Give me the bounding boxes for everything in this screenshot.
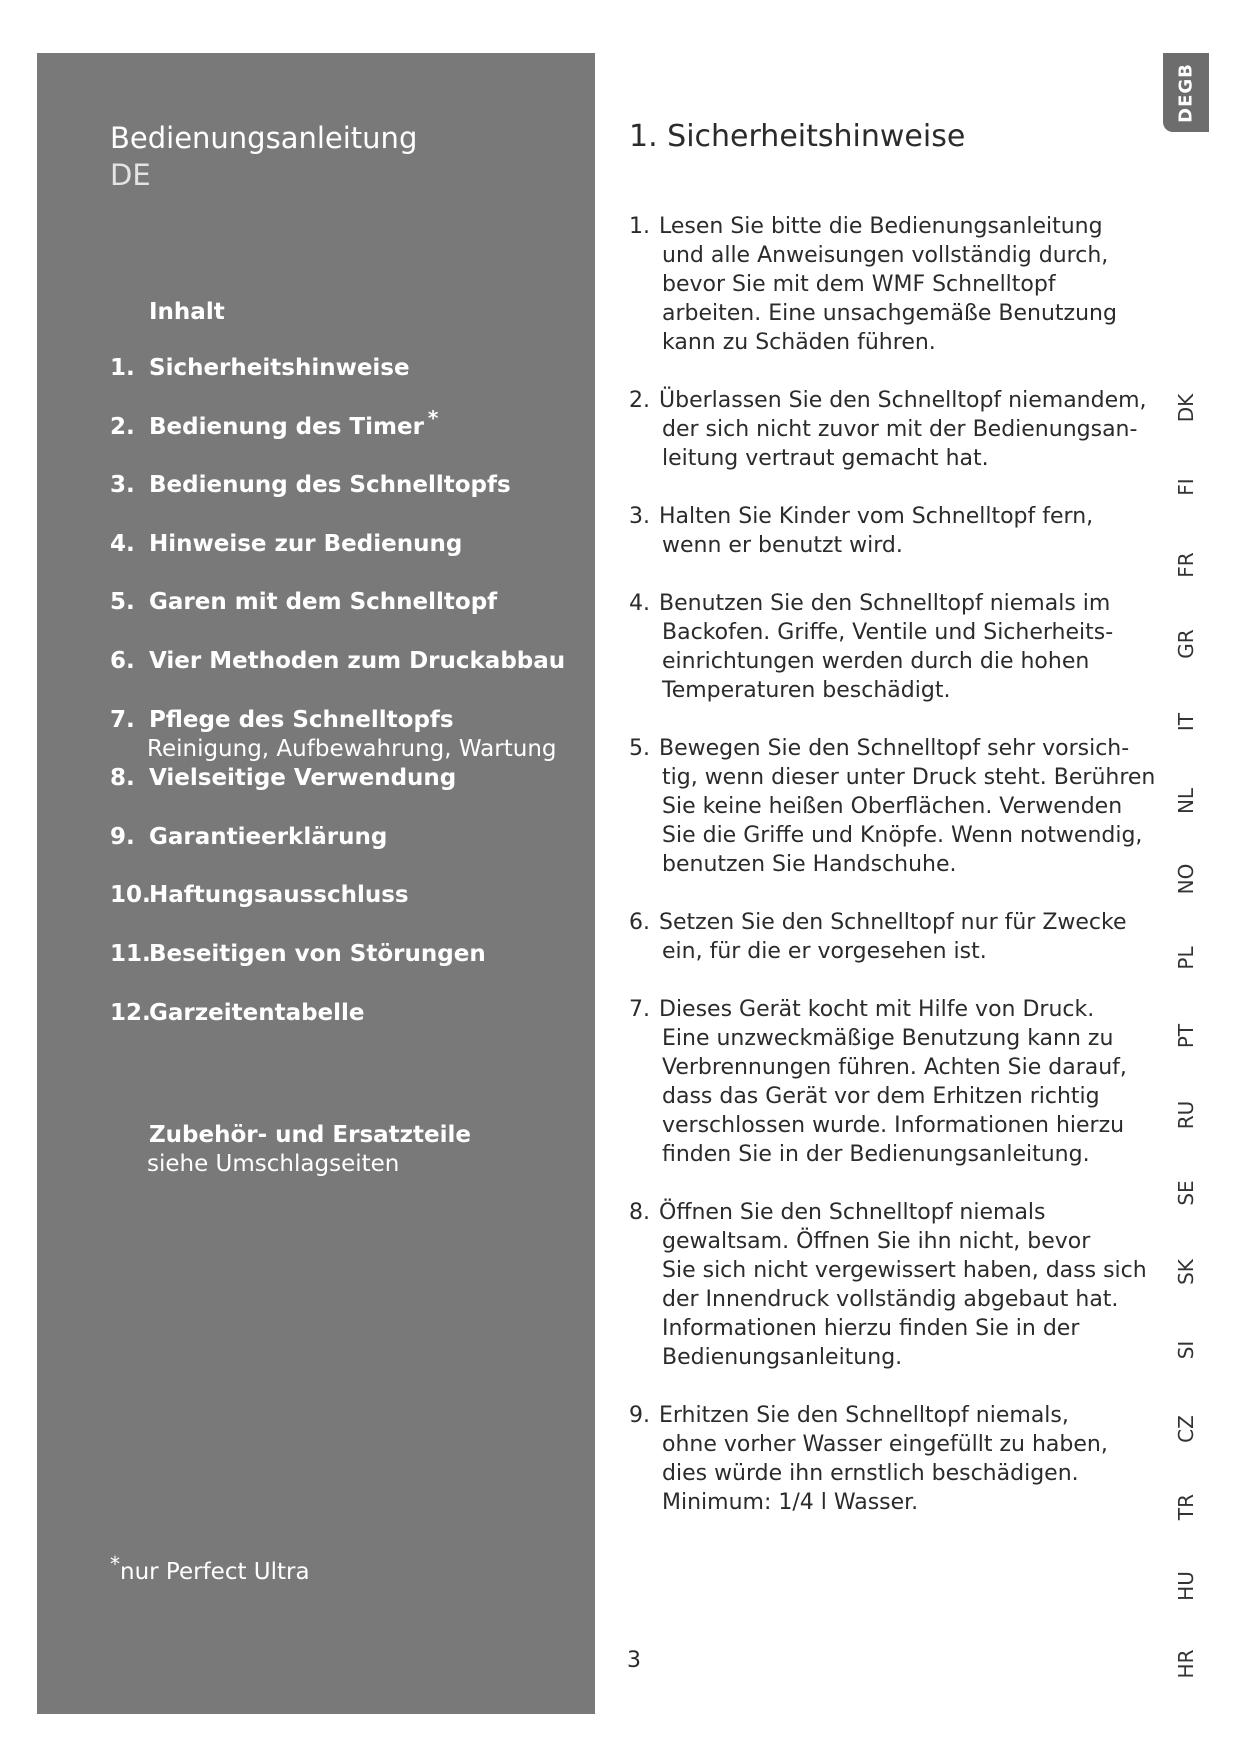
toc-number: 11. [110, 940, 151, 967]
toc-item-cooking[interactable] [110, 589, 580, 648]
toc-number: 12. [110, 999, 151, 1026]
safety-rule [629, 995, 1127, 1169]
language-code-hr[interactable] [1163, 1636, 1209, 1715]
language-tab-active[interactable] [1163, 53, 1209, 132]
toc-label-wrap [149, 405, 439, 440]
toc-label: Vielseitige Verwendung [149, 765, 457, 792]
rule-text-line: Setzen Sie den Schnelltopf nur für Zwecke [659, 910, 1127, 935]
language-code-label: PT [1174, 1023, 1198, 1049]
language-code-label: DK [1174, 393, 1198, 423]
safety-rule [629, 589, 1119, 705]
safety-rule [629, 212, 1119, 357]
toc-item-care[interactable] [110, 707, 580, 766]
toc-label: Pflege des Schnelltopfs [149, 706, 454, 733]
toc-number: 10. [110, 882, 151, 909]
toc-item-pressure-release[interactable] [110, 648, 580, 707]
language-code-it[interactable] [1163, 694, 1209, 773]
table-of-contents [110, 355, 580, 1058]
language-code-sk[interactable] [1163, 1244, 1209, 1323]
toc-number: 2. [110, 413, 135, 440]
rule-text-line: Halten Sie Kinder vom Schnelltopf fern, [659, 504, 1094, 529]
rule-number: 5. [629, 736, 650, 761]
rule-text-line: Minimum: 1/4 l Wasser. [662, 1490, 919, 1515]
language-code-label: SK [1174, 1258, 1198, 1285]
language-code-label: IT [1174, 712, 1198, 732]
rule-text-line: arbeiten. Eine unsachgemäße Benutzung [662, 301, 1117, 326]
page-number: 3 [627, 1648, 641, 1673]
rule-text-line: der sich nicht zuvor mit der Bedienungsan- [662, 417, 1138, 442]
asterisk-mark: * [427, 405, 439, 430]
rule-text-line: einrichtungen werden durch die hohen [662, 649, 1090, 674]
rule-text-line: Erhitzen Sie den Schnelltopf niemals, [659, 1403, 1069, 1428]
asterisk-mark: * [110, 1552, 120, 1576]
rule-text-line: der Innendruck vollständig abgebaut hat. [662, 1287, 1119, 1312]
toc-number: 7. [110, 706, 135, 733]
rule-text-line: Informationen hierzu finden Sie in der [662, 1316, 1080, 1341]
toc-item-usage-notes[interactable] [110, 531, 580, 590]
rule-text-line: verschlossen wurde. Informationen hierzu [662, 1113, 1125, 1138]
language-code-tr[interactable] [1163, 1479, 1209, 1558]
rule-text-line: und alle Anweisungen vollständig durch, [662, 243, 1109, 268]
rule-text-line: Dieses Gerät kocht mit Hilfe von Druck. [659, 997, 1095, 1022]
rule-number: 8. [629, 1200, 650, 1225]
toc-label: Garen mit dem Schnelltopf [149, 589, 498, 616]
toc-label: Sicherheitshinweise [149, 355, 410, 381]
safety-rules-list [629, 212, 1156, 1546]
safety-rule [629, 734, 1156, 879]
language-code-fi[interactable] [1163, 459, 1209, 538]
toc-item-liability[interactable] [110, 882, 580, 941]
safety-rule [629, 386, 1147, 473]
document-language: DE [110, 158, 151, 192]
rule-text-line: bevor Sie mit dem WMF Schnelltopf [662, 272, 1056, 297]
rule-number: 2. [629, 388, 650, 413]
language-code-label: RU [1174, 1100, 1198, 1129]
rule-text-line: finden Sie in der Bedienungsanleitung. [662, 1142, 1090, 1167]
language-code-si[interactable] [1163, 1322, 1209, 1401]
language-code-nl[interactable] [1163, 773, 1209, 852]
rule-text-line: kann zu Schäden führen. [662, 330, 936, 355]
toc-label: Bedienung des Timer [149, 413, 424, 440]
accessories-title: Zubehör- und Ersatzteile [149, 1122, 472, 1148]
footnote-text: nur Perfect Ultra [120, 1559, 310, 1585]
toc-item-troubleshooting[interactable] [110, 941, 580, 1000]
document-title: Bedienungsanleitung [110, 121, 418, 155]
rule-text-line: leitung vertraut gemacht hat. [662, 446, 989, 471]
language-code-label: HU [1174, 1570, 1198, 1601]
language-code-no[interactable] [1163, 851, 1209, 930]
language-code-label: TR [1174, 1493, 1198, 1521]
sidebar-panel [37, 53, 595, 1714]
language-code-label: HR [1174, 1649, 1198, 1679]
toc-label: Beseitigen von Störungen [149, 940, 486, 967]
language-code-label: SE [1174, 1180, 1198, 1206]
rule-text-line: Überlassen Sie den Schnelltopf niemandem, [659, 388, 1147, 413]
language-code-label: PL [1174, 945, 1198, 970]
toc-label: Hinweise zur Bedienung [149, 530, 463, 557]
toc-item-operation[interactable] [110, 472, 580, 531]
rule-text-line: Sie die Griffe und Knöpfe. Wenn notwendig, [662, 823, 1143, 848]
toc-item-warranty[interactable] [110, 824, 580, 883]
toc-subtitle: Reinigung, Aufbewahrung, Wartung [147, 735, 557, 762]
rule-text-line: Temperaturen beschädigt. [662, 678, 951, 703]
toc-number: 8. [110, 765, 135, 792]
rule-text-line: benutzen Sie Handschuhe. [662, 852, 957, 877]
toc-number: 3. [110, 472, 135, 499]
rule-text-line: tig, wenn dieser unter Druck steht. Berühren [662, 765, 1156, 790]
rule-number: 7. [629, 997, 650, 1022]
rule-text-line: Sie sich nicht vergewissert haben, dass sich [662, 1258, 1147, 1283]
toc-label: Haftungsausschluss [149, 882, 409, 909]
rule-text-line: Lesen Sie bitte die Bedienungsanleitung [659, 214, 1103, 239]
safety-rule [629, 1401, 1119, 1517]
toc-label: Garantieerklärung [149, 823, 388, 850]
footnote [110, 1552, 310, 1585]
toc-item-cooking-times[interactable] [110, 1000, 580, 1059]
toc-heading: Inhalt [149, 299, 225, 325]
section-title: 1. Sicherheitshinweise [629, 119, 966, 154]
toc-number: 4. [110, 530, 135, 557]
language-code-ru[interactable] [1163, 1087, 1209, 1166]
rule-text-line: Backofen. Griffe, Ventile und Sicherheits- [662, 620, 1114, 645]
language-code-label: SI [1174, 1340, 1198, 1360]
language-code-label: FR [1174, 552, 1198, 578]
language-code-cz[interactable] [1163, 1401, 1209, 1480]
rule-number: 4. [629, 591, 650, 616]
safety-rule [629, 502, 1119, 560]
rule-text-line: wenn er benutzt wird. [662, 533, 903, 558]
toc-item-versatile-use[interactable] [110, 765, 580, 824]
rule-text-line: Bewegen Sie den Schnelltopf sehr vorsich- [659, 736, 1130, 761]
safety-rule [629, 908, 1127, 966]
rule-number: 1. [629, 214, 650, 239]
language-code-label: NO [1174, 863, 1198, 895]
language-code-gr[interactable] [1163, 616, 1209, 695]
rule-text-line: gewaltsam. Öffnen Sie ihn nicht, bevor [662, 1229, 1091, 1254]
rule-text-line: Eine unzweckmäßige Benutzung kann zu [662, 1026, 1114, 1051]
language-code-pl[interactable] [1163, 930, 1209, 1009]
language-code-label: NL [1174, 787, 1198, 814]
language-tab-label: DEGB [1175, 62, 1197, 123]
language-code-dk[interactable] [1163, 380, 1209, 459]
rule-text-line: Verbrennungen führen. Achten Sie darauf, [662, 1055, 1127, 1080]
language-code-label: FI [1174, 477, 1198, 496]
toc-number: 5. [110, 589, 135, 616]
toc-label: Garzeitentabelle [149, 999, 365, 1026]
rule-number: 3. [629, 504, 650, 529]
rule-text-line: Benutzen Sie den Schnelltopf niemals im [659, 591, 1111, 616]
language-code-se[interactable] [1163, 1165, 1209, 1244]
rule-number: 6. [629, 910, 650, 935]
rule-text-line: dies würde ihn ernstlich beschädigen. [662, 1461, 1079, 1486]
language-code-fr[interactable] [1163, 537, 1209, 616]
rule-text-line: Sie keine heißen Oberflächen. Verwenden [662, 794, 1123, 819]
language-code-label: CZ [1174, 1414, 1198, 1443]
language-index [1163, 380, 1209, 1715]
toc-number: 6. [110, 647, 135, 674]
language-code-pt[interactable] [1163, 1008, 1209, 1087]
language-code-hu[interactable] [1163, 1558, 1209, 1637]
toc-number: 1. [110, 355, 135, 381]
rule-number: 9. [629, 1403, 650, 1428]
toc-item-timer[interactable] [110, 405, 580, 473]
toc-label: Bedienung des Schnelltopfs [149, 472, 511, 499]
language-code-label: GR [1174, 628, 1198, 659]
rule-text-line: ohne vorher Wasser eingefüllt zu haben, [662, 1432, 1108, 1457]
rule-text-line: dass das Gerät vor dem Erhitzen richtig [662, 1084, 1100, 1109]
rule-text-line: ein, für die er vorgesehen ist. [662, 939, 987, 964]
toc-label: Vier Methoden zum Druckabbau [149, 647, 566, 674]
safety-rule [629, 1198, 1147, 1372]
rule-text-line: Bedienungsanleitung. [662, 1345, 903, 1370]
rule-text-line: Öffnen Sie den Schnelltopf niemals [659, 1200, 1046, 1225]
accessories-subtitle: siehe Umschlagseiten [147, 1151, 400, 1177]
toc-number: 9. [110, 823, 135, 850]
toc-item-safety[interactable] [110, 355, 580, 414]
